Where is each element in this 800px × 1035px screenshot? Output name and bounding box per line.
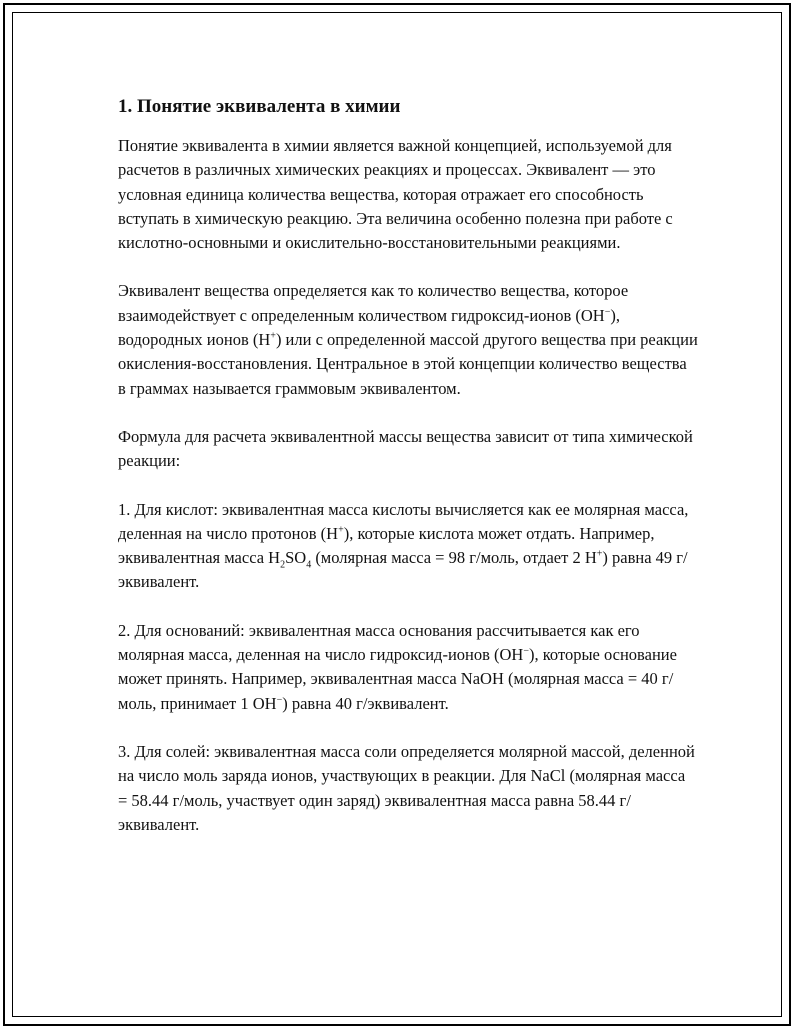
paragraph-intro: Понятие эквивалента в химии является важной концепцией, используемой для расчетов в различных химических реакциях и процессах. Эквивалент — это условная единица количества вещества, которая отражает его способность вступать в химическую реакцию. Эта величина особенно полезна при работе с кислотно-основными и окислительно-восстановительными реакциями. (118, 136, 673, 253)
superscript: − (523, 645, 529, 657)
superscript: − (604, 306, 611, 318)
text-run: 2. Для оснований: эквивалентная масса основания рассчитывается как его молярная масса, деленная на число гидроксид-ионов (OH (118, 620, 640, 665)
superscript: + (596, 548, 603, 560)
text-run: Эквивалент вещества определяется как то количество вещества, которое взаимодействует с определенным количеством гидроксид-ионов (OH (118, 281, 629, 325)
paragraph-acids (118, 498, 698, 595)
superscript: + (338, 524, 344, 536)
paragraph-bases (118, 619, 698, 716)
text-run: ), которые кислота может отдать. Например, эквивалентная масса H (118, 523, 655, 568)
paragraph-salts: 3. Для солей: эквивалентная масса соли определяется молярной массой, деленной на число моль заряда ионов, участвующих в реакции. Для NaCl (молярная масса = 58.44 г/моль, участвует один заряд) эквивалентная масса равна 58.44 г/эквивалент. (118, 741, 695, 834)
text-run: (молярная масса = 98 г/моль, отдает 2 H (311, 548, 597, 568)
text-run: ), водородных ионов (H (118, 305, 620, 350)
paragraph-definition (118, 279, 698, 400)
text-run: SO (285, 548, 307, 568)
text-run: ), которые основание может принять. Например, эквивалентная масса NaOH (молярная масса = 40 г/моль, принимает 1 OH (118, 645, 677, 713)
subscript: 2 (280, 559, 286, 571)
text-run: ) равна 49 г/эквивалент. (118, 548, 688, 592)
section-heading: 1. Понятие эквивалента в химии (118, 96, 401, 117)
superscript: − (276, 694, 283, 706)
text-run: 1. Для кислот: эквивалентная масса кислоты вычисляется как ее молярная масса, деленная на число протонов (H (118, 499, 689, 543)
text-run: ) или с определенной массой другого вещества при реакции окисления-восстановления. Центральное в этой концепции количество вещества в граммах называется граммовым эквивалентом. (118, 330, 698, 398)
text-run: ) равна 40 г/эквивалент. (282, 693, 449, 713)
subscript: 4 (306, 559, 312, 571)
superscript: + (270, 330, 276, 342)
document-body (118, 94, 698, 861)
paragraph-formula-intro: Формула для расчета эквивалентной массы вещества зависит от типа химической реакции: (118, 426, 693, 471)
